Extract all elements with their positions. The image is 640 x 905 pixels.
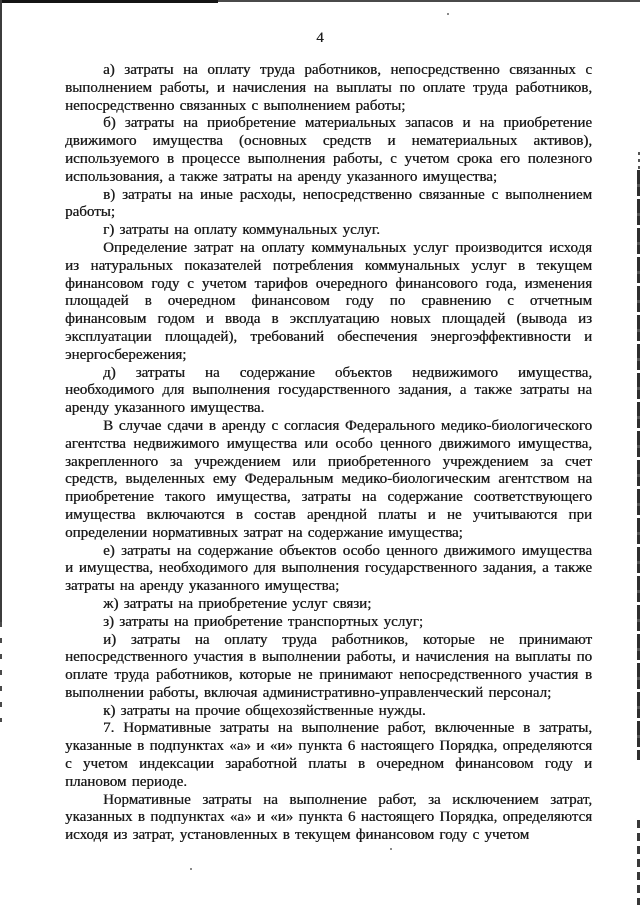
scan-speck (447, 13, 449, 15)
paragraph-item-g: г) затраты на оплату коммунальных услуг. (103, 222, 380, 239)
paragraph-item-zh: ж) затраты на приобретение услуг связи; (103, 595, 372, 612)
paragraph-item-b: б) затраты на приобретение материальных запасов и на приобретение движимого имущества (основных средств и нематериальных активов), используемого в процессе выполнения работы, с учетом срока его полезного использования, а также затраты на аренду указанного имущества; (65, 115, 592, 185)
paragraph-item-i: и) затраты на оплату труда работников, которые не принимают непосредственного участия в выполнении работы, и начисления на выплаты по оплате труда работников, которые не принимают непосредственного участия в выполнении работы, включая административно-управленческий персонал; (65, 631, 592, 701)
scan-edge-top-dark (0, 0, 218, 3)
scan-edge-left-dashes (0, 622, 2, 722)
paragraph-point-7-continued: Нормативные затраты на выполнение работ, за исключением затрат, указанных в подпунктах «а» и «и» пункта 6 настоящего Порядка, определяются исходя из затрат, установленных в текущем финансовом году с учетом (65, 791, 592, 844)
scan-speck (190, 868, 192, 870)
scan-speck (390, 848, 392, 850)
scan-edge-left (0, 0, 2, 622)
paragraph-item-d: д) затраты на содержание объектов недвижимого имущества, необходимого для выполнения государственного задания, а также затраты на аренду указанного имущества. (65, 364, 592, 417)
document-text-block (65, 62, 592, 845)
paragraph-lease-case: В случае сдачи в аренду с согласия Федерального медико-биологического агентства недвижимого имущества или особо ценного движимого имущества, закрепленного за учреждением или приобретенного учреждением за счет средств, выделенных ему Федеральным медико-биологическим агентством на приобретение такого имущества, затраты на содержание соответствующего имущества включаются в состав арендной платы и не учитываются при определении нормативных затрат на содержание имущества; (65, 417, 592, 541)
paragraph-item-k: к) затраты на прочие общехозяйственные нужды. (103, 702, 426, 719)
paragraph-utilities-definition: Определение затрат на оплату коммунальных услуг производится исходя из натуральных показателей потребления коммунальных услуг в текущем финансовом году с учетом тарифов очередного финансового года, изменения площадей в очередном финансовом году по сравнению с отчетным финансовым годом и ввода в эксплуатацию новых площадей (вывода из эксплуатации площадей), требований обеспечения энергоэффективности и энергосбережения; (65, 239, 592, 363)
paragraph-item-v: в) затраты на иные расходы, непосредственно связанные с выполнением работы; (65, 186, 592, 221)
paragraph-point-7: 7. Нормативные затраты на выполнение работ, включенные в затраты, указанные в подпунктах «а» и «и» пункта 6 настоящего Порядка, определяются с учетом индексации заработной платы в очередном финансовом году и плановом периоде. (65, 720, 592, 790)
paragraph-item-z: з) затраты на приобретение транспортных услуг; (103, 613, 423, 630)
paragraph-item-a: а) затраты на оплату труда работников, непосредственно связанных с выполнением работы, и начисления на выплаты по оплате труда работников, непосредственно связанных с выполнением работы; (65, 62, 592, 114)
paragraph-item-e: е) затраты на содержание объектов особо ценного движимого имущества и имущества, необходимого для выполнения государственного задания, а также затраты на аренду указанного имущества; (65, 542, 592, 595)
page-number: 4 (316, 30, 324, 46)
